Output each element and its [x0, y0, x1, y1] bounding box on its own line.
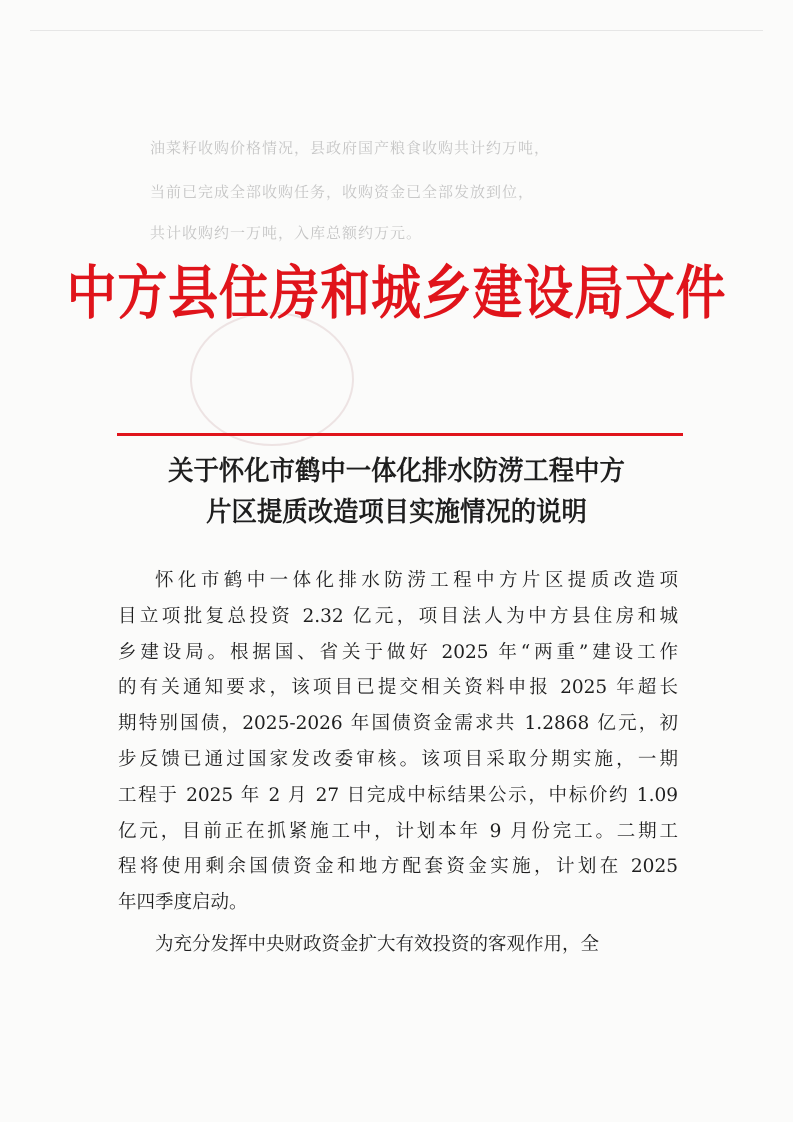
body-line: 年四季度启动。 [118, 892, 248, 914]
body-line: 为充分发挥中央财政资金扩大有效投资的客观作用，全 [155, 933, 600, 955]
body-line: 期特别国债，2025-2026 年国债资金需求共 1.2868 亿元，初 [118, 713, 678, 735]
body-line: 乡建设局。根据国、省关于做好 2025 年“两重”建设工作 [118, 641, 678, 663]
paragraph [118, 563, 678, 921]
bleed-through-text: 共计收购约一万吨，入库总额约万元。 [150, 224, 423, 242]
body-line: 程将使用剩余国债资金和地方配套资金实施，计划在 2025 [118, 856, 678, 878]
body-line: 的有关通知要求，该项目已提交相关资料申报 2025 年超长 [118, 677, 678, 699]
page-edge [30, 30, 763, 31]
body-line: 亿元，目前正在抓紧施工中，计划本年 9 月份完工。二期工 [118, 820, 678, 842]
document-issuer-header: 中方县住房和城乡建设局文件 [66, 259, 727, 327]
body-line: 步反馈已通过国家发改委审核。该项目采取分期实施，一期 [118, 748, 678, 770]
title-line: 片区提质改造项目实施情况的说明 [206, 497, 587, 528]
red-divider-line [117, 433, 683, 436]
title-line: 关于怀化市鹤中一体化排水防涝工程中方 [168, 456, 625, 487]
paragraph [118, 927, 678, 963]
bleed-through-text: 油菜籽收购价格情况，县政府国产粮食收购共计约万吨， [150, 139, 551, 157]
body-line: 目立项批复总投资 2.32 亿元，项目法人为中方县住房和城 [118, 605, 678, 627]
document-title [118, 451, 675, 533]
body-line: 怀化市鹤中一体化排水防涝工程中方片区提质改造项 [155, 570, 678, 591]
document-body [118, 563, 678, 963]
bleed-through-text: 当前已完成全部收购任务，收购资金已全部发放到位， [150, 183, 535, 201]
seal-ghost [190, 312, 354, 446]
body-line: 工程于 2025 年 2 月 27 日完成中标结果公示，中标价约 1.09 [118, 784, 678, 806]
